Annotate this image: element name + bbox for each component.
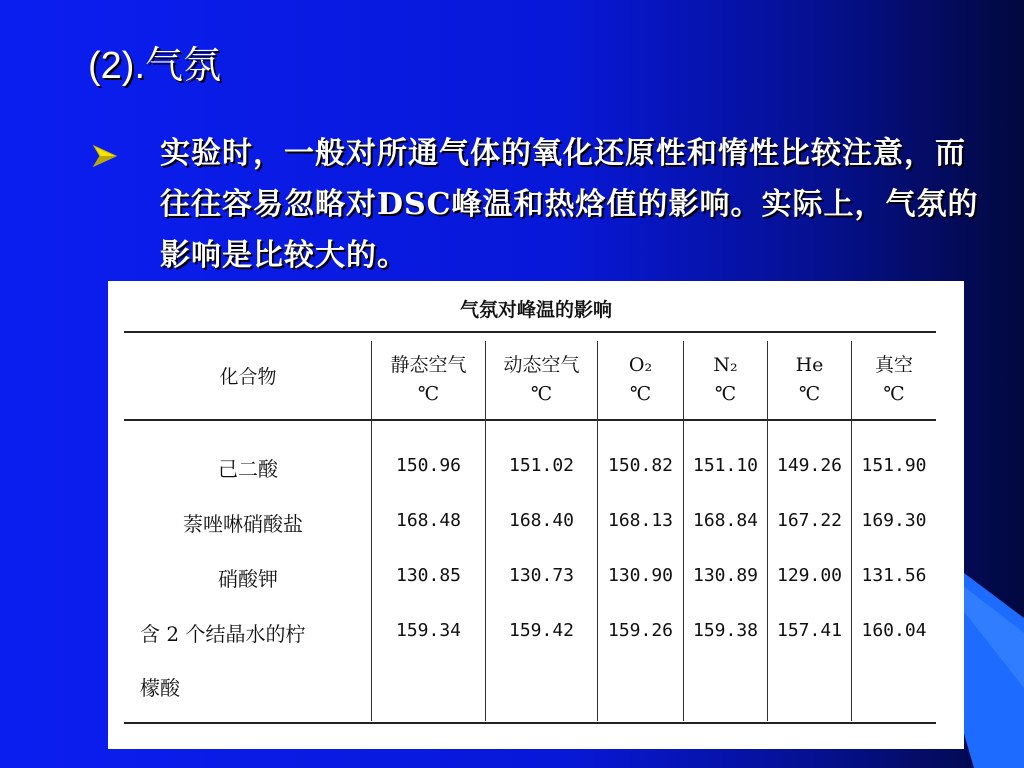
- slide-title: (2).气氛: [88, 45, 222, 87]
- bullet-text: 实验时，一般对所通气体的氧化还原性和惰性比较注意，而往往容易忽略对DSC峰温和热焓值的影响。实际上，气氛的影响是比较大的。: [160, 136, 979, 273]
- header-dynamic-air: 动态空气: [503, 354, 580, 376]
- header-oxygen: O₂: [628, 354, 653, 376]
- table-cell: 159.42: [508, 620, 575, 641]
- table-cell: 130.73: [508, 565, 575, 586]
- table-cell: 150.82: [607, 455, 674, 476]
- table-cell: 168.40: [508, 510, 575, 531]
- table-cell: 151.10: [692, 455, 759, 476]
- header-vacuum-unit: ℃: [883, 383, 905, 405]
- table-cell: 159.34: [395, 620, 462, 641]
- header-vacuum: 真空: [874, 354, 913, 376]
- table-cell: 151.02: [508, 455, 575, 476]
- table-cell: 160.04: [861, 620, 927, 641]
- table-caption: 气氛对峰温的影响: [459, 299, 612, 321]
- table-header-rule: [124, 419, 936, 421]
- table-cell: 130.90: [607, 565, 674, 586]
- table-cell: 168.13: [607, 510, 674, 531]
- compound-name: 硝酸钾: [218, 567, 278, 591]
- table-cell: 168.48: [395, 510, 462, 531]
- table-bottom-rule: [124, 722, 936, 724]
- compound-name: 己二酸: [218, 457, 278, 481]
- compound-name: 含 2 个结晶水的柠: [140, 622, 306, 646]
- table-cell: 169.30: [861, 510, 927, 531]
- table-cell: 167.22: [776, 510, 843, 531]
- bullet-arrow-icon: [92, 143, 118, 169]
- table-cell: 159.38: [692, 620, 759, 641]
- table-cell: 150.96: [395, 455, 462, 476]
- header-static-air-unit: ℃: [417, 383, 440, 405]
- atmosphere-peak-temperature-table: [108, 281, 964, 749]
- header-nitrogen-unit: ℃: [714, 383, 737, 405]
- compound-name-continued: 檬酸: [140, 676, 180, 700]
- header-compound: 化合物: [219, 366, 277, 388]
- table-cell: 130.89: [692, 565, 759, 586]
- header-static-air: 静态空气: [390, 354, 467, 376]
- table-cell: 168.84: [692, 510, 759, 531]
- header-oxygen-unit: ℃: [629, 383, 652, 405]
- header-nitrogen: N₂: [713, 354, 738, 376]
- header-dynamic-air-unit: ℃: [530, 383, 553, 405]
- header-helium-unit: ℃: [798, 383, 821, 405]
- compound-name: 萘唑啉硝酸盐: [183, 512, 303, 536]
- table-cell: 130.85: [395, 565, 462, 586]
- table-cell: 159.26: [607, 620, 674, 641]
- table-top-rule: [124, 331, 936, 333]
- table-cell: 129.00: [776, 565, 843, 586]
- header-helium: He: [795, 354, 824, 376]
- table-cell: 131.56: [861, 565, 927, 586]
- table-cell: 149.26: [776, 455, 843, 476]
- table-cell: 151.90: [861, 455, 927, 476]
- table-cell: 157.41: [776, 620, 843, 641]
